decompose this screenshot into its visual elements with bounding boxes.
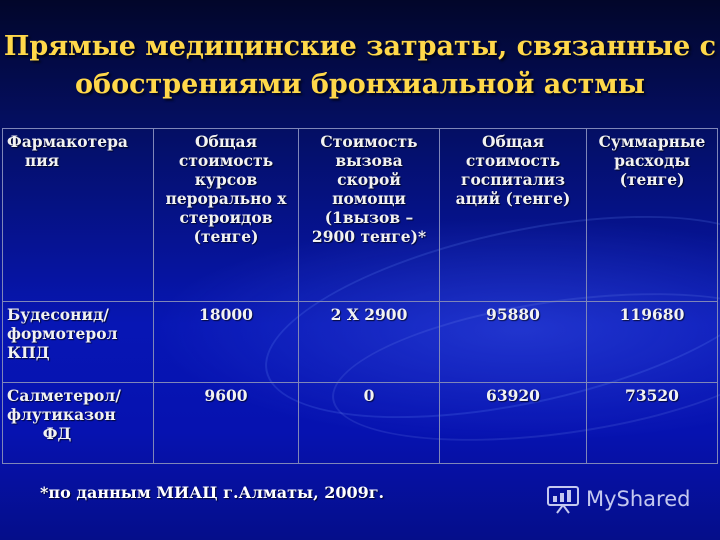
slide-title-line-2: обострениями бронхиальной астмы	[75, 69, 645, 100]
header-pharmacotherapy-line-1: Фармакотера	[7, 132, 128, 151]
row-label-line: КПД	[7, 343, 50, 362]
slide-title-line-1: Прямые медицинские затраты, связанные с	[3, 31, 717, 62]
cell-oral-steroids: 18000	[154, 302, 299, 383]
slide-title	[0, 28, 720, 104]
presentation-board-icon	[546, 484, 580, 514]
cell-total: 119680	[587, 302, 718, 383]
cell-total: 73520	[587, 383, 718, 464]
cell-ambulance: 2 Х 2900	[299, 302, 440, 383]
cell-ambulance: 0	[299, 383, 440, 464]
row-label-line: формотерол	[7, 324, 118, 343]
cell-hospitalization: 95880	[440, 302, 587, 383]
table-row	[3, 302, 718, 383]
cost-table	[2, 128, 718, 464]
row-label-line: ФД	[42, 424, 72, 443]
header-total-costs: Суммарные расходы (тенге)	[587, 129, 718, 302]
header-pharmacotherapy	[3, 129, 154, 302]
cell-hospitalization: 63920	[440, 383, 587, 464]
logo-text: MyShared	[586, 487, 691, 511]
source-footnote: *по данным МИАЦ г.Алматы, 2009г.	[40, 483, 385, 502]
header-oral-steroids-cost: Общая стоимость курсов перорально х стероидов (тенге)	[154, 129, 299, 302]
header-ambulance-cost: Стоимость вызова скорой помощи (1вызов – 2900 тенге)*	[299, 129, 440, 302]
myshared-logo[interactable]	[546, 484, 690, 514]
header-hospitalization-cost: Общая стоимость госпитализ аций (тенге)	[440, 129, 587, 302]
header-pharmacotherapy-line-2: пия	[24, 151, 60, 170]
table-header-row	[3, 129, 718, 302]
row-label-line: Будесонид/	[7, 305, 109, 324]
table-row	[3, 383, 718, 464]
row-label-budesonide	[3, 302, 154, 383]
row-label-salmeterol	[3, 383, 154, 464]
cell-oral-steroids: 9600	[154, 383, 299, 464]
row-label-line: флутиказон	[7, 405, 116, 424]
row-label-line: Салметерол/	[7, 386, 121, 405]
